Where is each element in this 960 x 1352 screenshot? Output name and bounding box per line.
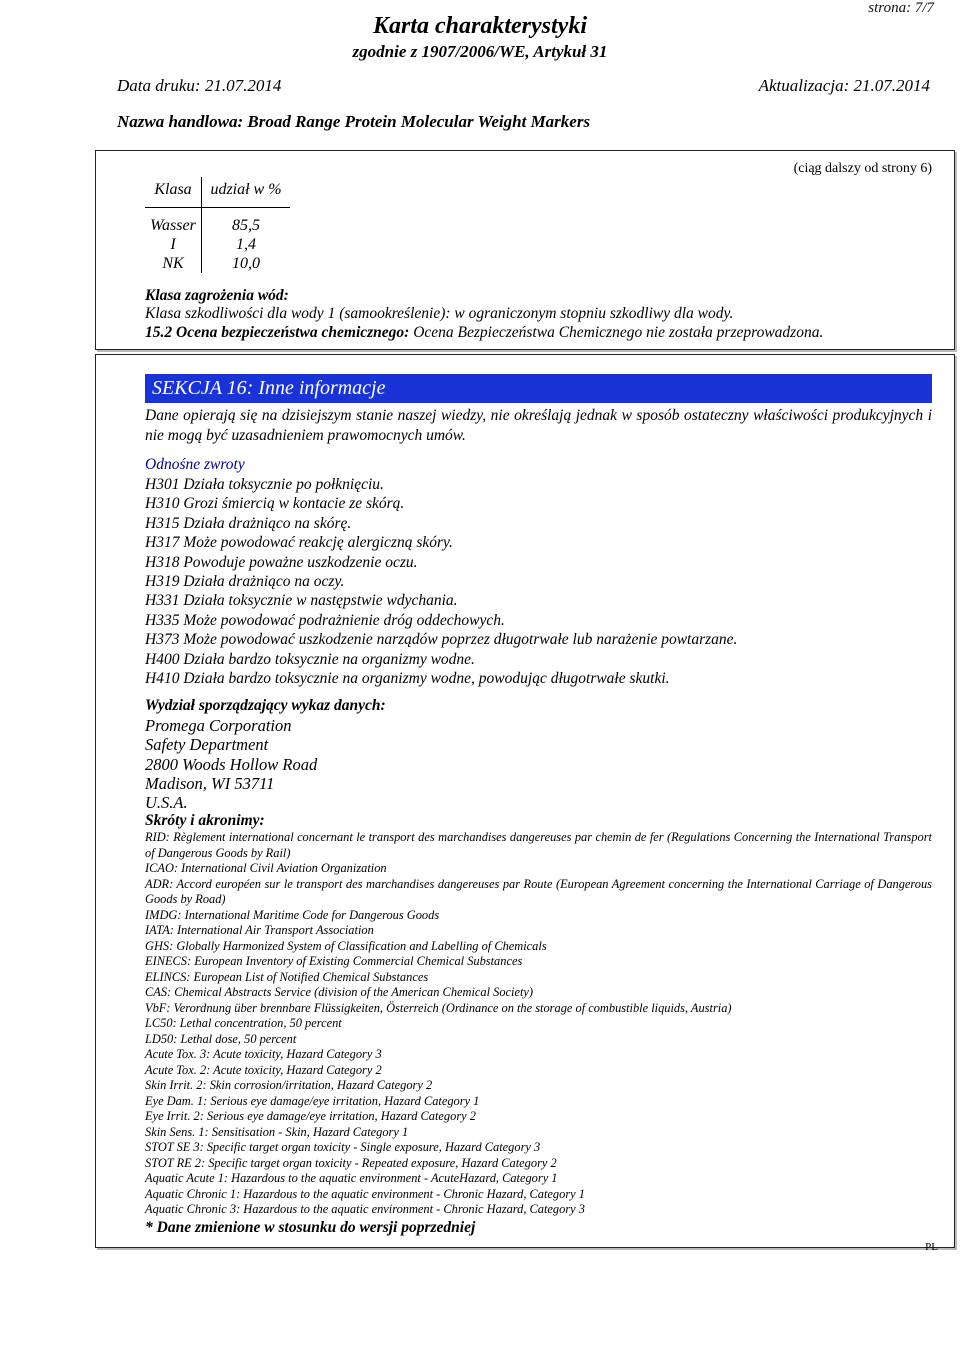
abbreviation-item: EINECS: European Inventory of Existing Commercial Chemical Substances xyxy=(145,954,523,968)
section-16-intro: Dane opierają się na dzisiejszym stanie naszej wiedzy, nie określają jednak w sposób ostateczny właściwości produkcyjnych i nie mogą być uzasadnieniem prawomocnych umów. xyxy=(145,407,932,444)
abbreviation-item: Aquatic Acute 1: Hazardous to the aquatic environment - AcuteHazard, Category 1 xyxy=(145,1171,558,1185)
hazard-phrases-list xyxy=(145,475,737,688)
language-code: PL xyxy=(925,1241,938,1253)
department-address xyxy=(145,716,317,812)
abbreviation-item: LD50: Lethal dose, 50 percent xyxy=(145,1031,297,1046)
table-row xyxy=(145,208,290,236)
address-line: Madison, WI 53711 xyxy=(145,773,275,793)
abbreviation-item: RID: Règlement international concernant le transport des marchandises dangereuses par chemin de fer (Regulations Concerning the International Transport of Dangerous Goods by Rail) xyxy=(145,830,932,860)
abbreviation-item: CAS: Chemical Abstracts Service (division of the American Chemical Society) xyxy=(145,985,534,999)
abbreviation-item: Acute Tox. 3: Acute toxicity, Hazard Category 3 xyxy=(145,1047,382,1061)
abbreviation-item: GHS: Globally Harmonized System of Classification and Labelling of Chemicals xyxy=(145,938,547,953)
hazard-phrase: H335 Może powodować podrażnienie dróg oddechowych. xyxy=(145,611,505,629)
table-row xyxy=(145,235,290,254)
abbreviation-item: Acute Tox. 2: Acute toxicity, Hazard Category 2 xyxy=(145,1062,382,1077)
address-line: 2800 Woods Hollow Road xyxy=(145,754,318,774)
print-date: Data druku: 21.07.2014 xyxy=(117,76,282,95)
table-header-cell: udział w % xyxy=(202,177,291,208)
abbreviation-item: Skin Sens. 1: Sensitisation - Skin, Hazard Category 1 xyxy=(145,1124,409,1139)
document-title: Karta charakterystyki xyxy=(373,13,587,39)
abbreviation-item: Eye Irrit. 2: Serious eye damage/eye irritation, Hazard Category 2 xyxy=(145,1109,476,1123)
table-cell: NK xyxy=(145,254,202,273)
continued-note: (ciąg dalszy od strony 6) xyxy=(793,161,932,176)
department-heading: Wydział sporządzający wykaz danych: xyxy=(145,697,386,714)
abbreviation-item: VbF: Verordnung über brennbare Flüssigkeiten, Österreich (Ordinance on the storage of combustible liquids, Austria) xyxy=(145,1000,732,1015)
update-date: Aktualizacja: 21.07.2014 xyxy=(758,76,930,95)
abbreviation-item: STOT RE 2: Specific target organ toxicity - Repeated exposure, Hazard Category 2 xyxy=(145,1155,557,1170)
abbreviation-item: STOT SE 3: Specific target organ toxicity - Single exposure, Hazard Category 3 xyxy=(145,1140,541,1154)
trade-name: Nazwa handlowa: Broad Range Protein Molecular Weight Markers xyxy=(117,112,591,131)
table-cell: Wasser xyxy=(145,208,202,236)
hazard-phrase: H410 Działa bardzo toksycznie na organizmy wodne, powodując długotrwałe skutki. xyxy=(145,670,670,688)
abbreviation-item: ICAO: International Civil Aviation Organization xyxy=(145,861,387,875)
table-cell: 85,5 xyxy=(232,217,260,234)
address-line: U.S.A. xyxy=(145,793,188,813)
hazard-phrase: H301 Działa toksycznie po połknięciu. xyxy=(145,476,384,493)
hazard-phrase: H331 Działa toksycznie w następstwie wdychania. xyxy=(145,592,458,610)
hazard-phrase: H310 Grozi śmiercią w kontacie ze skórą. xyxy=(145,495,405,513)
abbreviation-item: Skin Irrit. 2: Skin corrosion/irritation, Hazard Category 2 xyxy=(145,1078,433,1092)
table-cell: 10,0 xyxy=(232,255,260,272)
abbreviation-item: IMDG: International Maritime Code for Dangerous Goods xyxy=(145,907,440,922)
table-header-cell: Klasa xyxy=(145,177,202,208)
page-number: strona: 7/7 xyxy=(868,0,934,16)
chemical-safety-assessment xyxy=(145,323,823,342)
address-line: Safety Department xyxy=(145,735,269,755)
hazard-phrase: H315 Działa drażniąco na skórę. xyxy=(145,514,352,532)
abbreviation-item: ELINCS: European List of Notified Chemical Substances xyxy=(145,969,429,984)
abbreviation-item: Aquatic Chronic 1: Hazardous to the aquatic environment - Chronic Hazard, Category 1 xyxy=(145,1186,585,1201)
hazard-phrase: H373 Może powodować uszkodzenie narządów poprzez długotrwałe lub narażenie powtarzane. xyxy=(145,631,738,649)
abbreviation-item: ADR: Accord européen sur le transport des marchandises dangereuses par Route (European Agreement concerning the International Carriage of Dangerous Goods by Road) xyxy=(145,876,932,906)
csa-label: 15.2 Ocena bezpieczeństwa chemicznego: xyxy=(145,324,410,341)
abbreviations-heading: Skróty i akronimy: xyxy=(145,812,265,829)
section-16-title: SEKCJA 16: Inne informacje xyxy=(152,377,386,399)
abbreviation-item: Aquatic Chronic 3: Hazardous to the aquatic environment - Chronic Hazard, Category 3 xyxy=(145,1202,585,1216)
water-class-table xyxy=(145,177,290,273)
table-cell: I xyxy=(145,235,202,254)
hazard-phrase: H319 Działa drażniąco na oczy. xyxy=(145,573,345,591)
abbreviation-item: IATA: International Air Transport Association xyxy=(145,923,374,937)
address-line: Promega Corporation xyxy=(145,716,292,735)
water-hazard-text: Klasa szkodliwości dla wody 1 (samookreślenie): w ograniczonym stopniu szkodliwy dla wody. xyxy=(145,305,734,322)
abbreviation-item: LC50: Lethal concentration, 50 percent xyxy=(145,1016,342,1030)
abbreviations-list xyxy=(145,830,932,1218)
csa-text: Ocena Bezpieczeństwa Chemicznego nie została przeprowadzona. xyxy=(413,324,824,341)
changes-note: * Dane zmienione w stosunku do wersji poprzedniej xyxy=(145,1219,476,1236)
table-cell: 1,4 xyxy=(236,236,256,253)
document-subtitle: zgodnie z 1907/2006/WE, Artykuł 31 xyxy=(352,42,608,61)
water-hazard-heading: Klasa zagrożenia wód: xyxy=(145,287,289,304)
table-header-row xyxy=(145,177,290,208)
abbreviation-item: Eye Dam. 1: Serious eye damage/eye irritation, Hazard Category 1 xyxy=(145,1093,480,1108)
phrases-heading: Odnośne zwroty xyxy=(145,456,245,473)
hazard-phrase: H400 Działa bardzo toksycznie na organizmy wodne. xyxy=(145,650,475,668)
table-row xyxy=(145,254,290,273)
hazard-phrase: H318 Powoduje poważne uszkodzenie oczu. xyxy=(145,553,418,571)
hazard-phrase: H317 Może powodować reakcję alergiczną skóry. xyxy=(145,534,453,552)
